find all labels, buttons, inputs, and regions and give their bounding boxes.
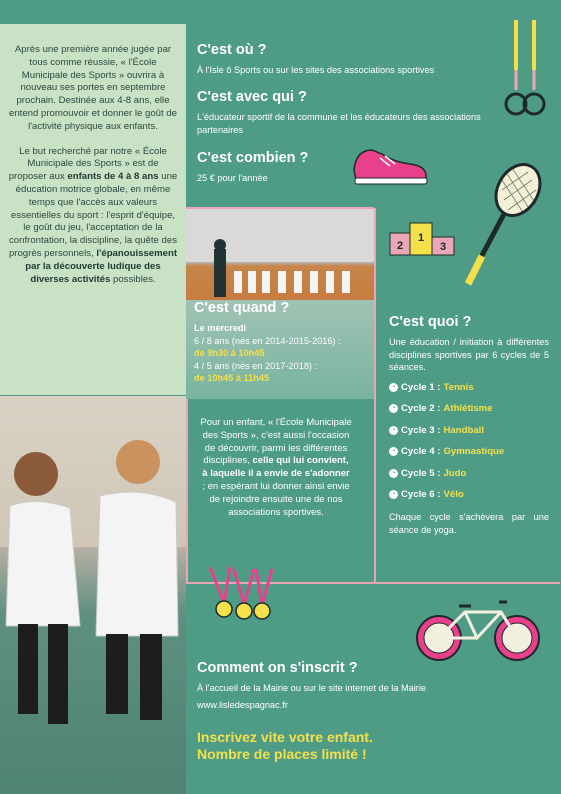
quand-group-2: 4 / 5 ans (nés en 2017-2018) : <box>194 360 318 371</box>
quand-group-2-time: de 10h45 à 11h45 <box>194 373 270 383</box>
quand-title: C'est quand ? <box>194 300 290 316</box>
inscrit-text: À l'accueil de la Mairie ou sur le site internet de la Mairie <box>197 683 426 693</box>
cycle-label: Cycle 2 : <box>401 403 441 415</box>
cycle-item <box>389 489 549 500</box>
cycle-value: Tennis <box>443 381 474 393</box>
cycle-bullet-icon: ◔ <box>389 383 398 392</box>
intro-p2-text: Le but recherché par notre « École Municipale des Sports » est de proposer aux <box>8 145 167 183</box>
intro-p2-text-2: une éducation motrice globale, en même temps que l'accès aux valeurs essentielles du sport : l'esprit d'équipe, le goût du jeu, l'acceptation de la confrontation, la discipline, la quête des progrès personnels, <box>8 171 178 259</box>
cycle-item <box>389 425 549 436</box>
section-quoi <box>389 314 549 536</box>
qui-title: C'est avec qui ? <box>197 89 307 105</box>
cta-line-2: Nombre de places limité ! <box>197 746 367 762</box>
cycle-bullet-icon: ◔ <box>389 447 398 456</box>
gym-rings-icon <box>503 20 547 120</box>
cycle-label: Cycle 5 : <box>401 467 441 479</box>
quand-day: Le mercredi <box>194 323 247 333</box>
cta-line-1: Inscrivez vite votre enfant. <box>197 729 373 745</box>
cycle-item <box>389 403 549 414</box>
combien-text: 25 € pour l'année <box>197 173 268 183</box>
intro-p2-bold-epanouissement: l'épanouissement par la découverte ludique des diverses activités <box>25 247 178 285</box>
cycle-bullet-icon: ◔ <box>389 490 398 499</box>
intro-panel <box>0 24 186 395</box>
quand-group-1: 6 / 8 ans (nés en 2014-2015-2016) : <box>194 335 341 346</box>
cycle-label: Cycle 3 : <box>401 424 441 436</box>
intro-paragraph-2 <box>0 146 186 287</box>
cycle-value: Handball <box>443 424 484 436</box>
cycle-list <box>389 382 549 501</box>
podium-label-2: 2 <box>396 240 404 252</box>
divider-vertical-right <box>374 208 376 582</box>
intro-p2-text-3: possibles. <box>110 273 156 285</box>
enfant-text-2: ; en espérant lui donner ainsi envie de rejoindre ensuite une de nos associations sportives. <box>202 480 350 518</box>
quoi-text: Une éducation / initiation à différentes disciplines sportives par 6 cycles de 5 séances. <box>389 337 549 372</box>
tennis-racket-icon <box>458 160 544 295</box>
qui-text: L'éducateur sportif de la commune et les éducateurs des associations partenaires <box>197 112 481 135</box>
podium-label-3: 3 <box>439 241 447 253</box>
section-quand <box>194 300 372 385</box>
medals-icon <box>200 565 280 625</box>
cycle-value: Gymnastique <box>443 446 505 458</box>
quand-group-1-time: de 9h30 à 10h45 <box>194 348 265 358</box>
intro-paragraph-1: Après une première année jugée par tous comme réussie, « l'École Municipale des Sports » ouvrira à nouveau ses portes en septembre prochain. Destinée aux 4-8 ans, elle entend promouvoir et donner le goût de l'activité physique aux enfants. <box>8 44 177 132</box>
bicycle-icon <box>415 598 545 666</box>
cycle-bullet-icon: ◔ <box>389 469 398 478</box>
enfant-paragraph <box>200 417 352 519</box>
divider-vertical-left <box>186 398 188 582</box>
cycle-item <box>389 446 549 457</box>
judo-children-illustration <box>0 396 186 794</box>
cycle-item <box>389 382 549 393</box>
combien-title: C'est combien ? <box>197 150 309 166</box>
inscrit-url[interactable]: www.lisledespagnac.fr <box>197 699 288 710</box>
intro-p2-bold-age: enfants de 4 à 8 ans <box>67 171 159 183</box>
ou-text: À l'Isle ô Sports ou sur les sites des associations sportives <box>197 65 435 75</box>
sneaker-icon <box>350 140 430 188</box>
cycle-item <box>389 468 549 479</box>
cycle-value: Judo <box>443 467 467 479</box>
judo-children-photo <box>0 396 186 794</box>
cycle-bullet-icon: ◔ <box>389 426 398 435</box>
enfant-text: Pour un enfant, « l'École Municipale des Sports », c'est aussi l'occasion de découvrir, parmi les différentes disciplines, <box>200 417 352 467</box>
children-silhouettes-illustration <box>186 209 374 309</box>
cycle-label: Cycle 4 : <box>401 446 441 458</box>
enfant-bold: celle qui lui convient, à laquelle il a envie de s'adonner <box>202 455 350 480</box>
podium-label-1: 1 <box>417 232 425 244</box>
cycle-value: Vélo <box>443 489 464 501</box>
cycle-label: Cycle 6 : <box>401 489 441 501</box>
quoi-footer: Chaque cycle s'achèvera par une séance de yoga. <box>389 512 549 535</box>
cycle-value: Athlétisme <box>443 403 493 415</box>
cta-block <box>197 729 527 763</box>
inscrit-title: Comment on s'inscrit ? <box>197 660 358 676</box>
cycle-label: Cycle 1 : <box>401 381 441 393</box>
ou-title: C'est où ? <box>197 42 267 58</box>
section-inscrit <box>197 660 527 711</box>
cycle-bullet-icon: ◔ <box>389 404 398 413</box>
section-ou <box>197 42 517 77</box>
section-qui <box>197 89 497 136</box>
podium-icon <box>388 219 458 259</box>
quoi-title: C'est quoi ? <box>389 314 472 330</box>
